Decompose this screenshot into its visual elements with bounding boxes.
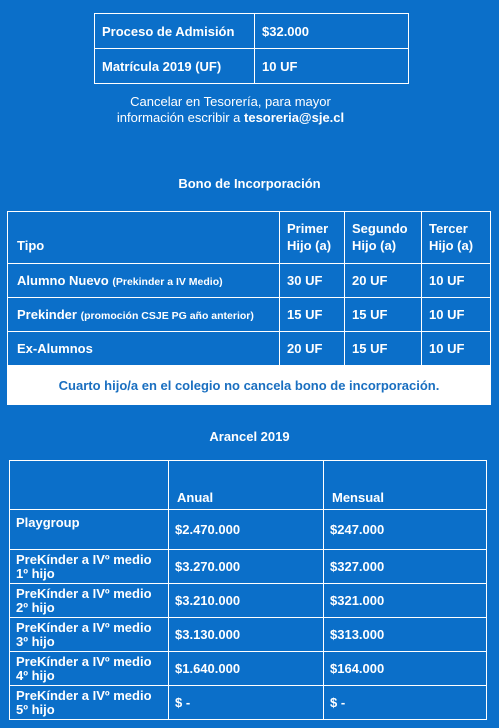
bono-type-detail: (Prekinder a IV Medio) bbox=[112, 276, 223, 288]
bono-v2: 15 UF bbox=[345, 332, 422, 366]
mensual-value: $164.000 bbox=[324, 652, 487, 686]
bono-type-detail: (promoción CSJE PG año anterior) bbox=[80, 310, 254, 322]
admission-value: $32.000 bbox=[255, 14, 409, 49]
anual-value: $1.640.000 bbox=[169, 652, 324, 686]
arancel-table bbox=[9, 460, 487, 720]
bono-v1: 15 UF bbox=[280, 298, 345, 332]
admission-label: Matrícula 2019 (UF) bbox=[95, 49, 255, 84]
email-link[interactable]: tesoreria@sje.cl bbox=[244, 110, 345, 125]
bono-v3: 10 UF bbox=[422, 298, 491, 332]
mensual-value: $313.000 bbox=[324, 618, 487, 652]
level-name: PreKínder a IVº medio 2º hijo bbox=[10, 584, 169, 618]
table-row bbox=[8, 332, 491, 366]
header-anual: Anual bbox=[169, 461, 324, 510]
table-row bbox=[10, 510, 487, 550]
header-blank bbox=[10, 461, 169, 510]
bono-v3: 10 UF bbox=[422, 264, 491, 298]
level-name: PreKínder a IVº medio 1º hijo bbox=[10, 550, 169, 584]
table-row bbox=[8, 298, 491, 332]
table-row bbox=[10, 618, 487, 652]
table-row bbox=[10, 550, 487, 584]
admission-value: 10 UF bbox=[255, 49, 409, 84]
bono-type-name: Alumno Nuevo bbox=[17, 273, 109, 288]
admission-row bbox=[95, 49, 409, 84]
note-line-1: Cancelar en Tesorería, para mayor bbox=[130, 94, 331, 109]
bono-table bbox=[7, 211, 491, 405]
header-primer: Primer Hijo (a) bbox=[280, 212, 345, 264]
bono-type-cell bbox=[8, 332, 280, 366]
arancel-header-row bbox=[10, 461, 487, 510]
bono-type-cell bbox=[8, 298, 280, 332]
arancel-title: Arancel 2019 bbox=[209, 429, 290, 444]
anual-value: $3.270.000 bbox=[169, 550, 324, 584]
admission-label: Proceso de Admisión bbox=[95, 14, 255, 49]
mensual-value: $327.000 bbox=[324, 550, 487, 584]
level-name: Playgroup bbox=[10, 510, 169, 550]
header-mensual: Mensual bbox=[324, 461, 487, 510]
table-row bbox=[8, 264, 491, 298]
bono-type-cell bbox=[8, 264, 280, 298]
admission-row bbox=[95, 14, 409, 49]
level-name: PreKínder a IVº medio 4º hijo bbox=[10, 652, 169, 686]
bono-v1: 30 UF bbox=[280, 264, 345, 298]
header-tipo: Tipo bbox=[8, 212, 280, 264]
header-segundo: Segundo Hijo (a) bbox=[345, 212, 422, 264]
admission-table bbox=[94, 13, 409, 84]
note-line-2 bbox=[0, 110, 461, 126]
table-row bbox=[10, 584, 487, 618]
header-tercer: Tercer Hijo (a) bbox=[422, 212, 491, 264]
mensual-value: $ - bbox=[324, 686, 487, 720]
mensual-value: $247.000 bbox=[324, 510, 487, 550]
level-name: PreKínder a IVº medio 3º hijo bbox=[10, 618, 169, 652]
bono-type-name: Ex-Alumnos bbox=[17, 341, 93, 356]
bono-footer-row bbox=[8, 366, 491, 405]
note-line-2-prefix: información escribir a bbox=[116, 110, 245, 125]
table-row bbox=[10, 686, 487, 720]
payment-note bbox=[0, 94, 461, 126]
bono-v3: 10 UF bbox=[422, 332, 491, 366]
bono-v2: 15 UF bbox=[345, 298, 422, 332]
bono-title: Bono de Incorporación bbox=[178, 176, 321, 191]
table-row bbox=[10, 652, 487, 686]
bono-v2: 20 UF bbox=[345, 264, 422, 298]
mensual-value: $321.000 bbox=[324, 584, 487, 618]
bono-type-name: Prekinder bbox=[17, 307, 77, 322]
level-name: PreKínder a IVº medio 5º hijo bbox=[10, 686, 169, 720]
bono-header-row bbox=[8, 212, 491, 264]
bono-v1: 20 UF bbox=[280, 332, 345, 366]
anual-value: $3.130.000 bbox=[169, 618, 324, 652]
anual-value: $ - bbox=[169, 686, 324, 720]
bono-footer-note: Cuarto hijo/a en el colegio no cancela bono de incorporación. bbox=[8, 366, 491, 405]
anual-value: $3.210.000 bbox=[169, 584, 324, 618]
anual-value: $2.470.000 bbox=[169, 510, 324, 550]
